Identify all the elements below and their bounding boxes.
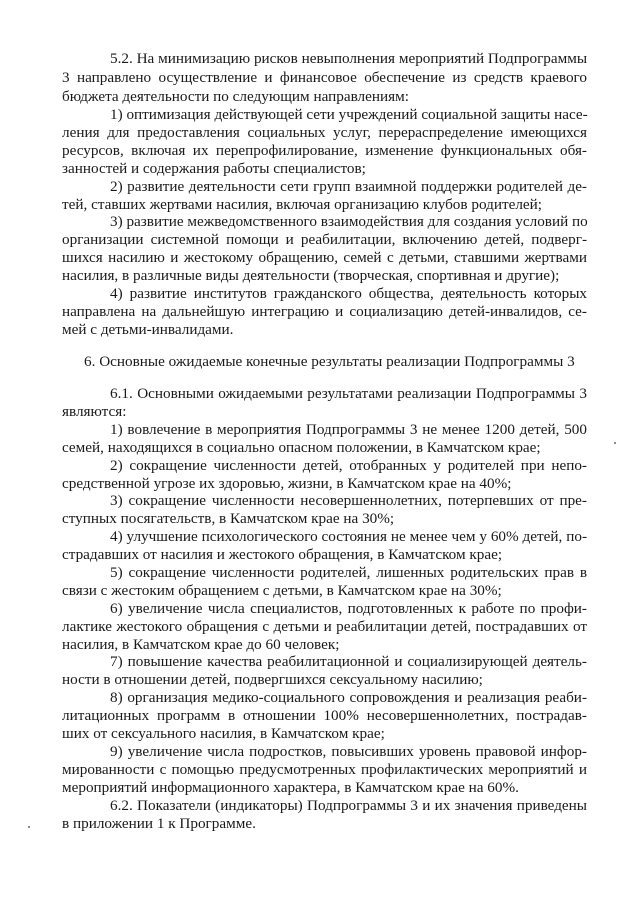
text-line: насилия, в различные виды деятельности (творческая, спортивная и другие); <box>62 267 560 284</box>
text-line: 7) повышение качества реабилитационной и социализирующей деятель- <box>110 653 587 670</box>
text-line: направлена на дальнейшую интеграцию и социализацию детей-инвалидов, се- <box>62 303 587 320</box>
text-line: 2) развитие деятельности сети групп взаимной поддержки родителей де- <box>110 178 587 195</box>
text-line: страдавших от насилия и жестокого обращения, в Камчатском крае; <box>62 546 503 563</box>
text-line: литационных программ в отношении 100% несовершеннолетних, пострадав- <box>62 707 587 724</box>
text-line: тей, ставших жертвами насилия, включая организацию клубов родителей; <box>62 196 543 213</box>
text-line: 6.2. Показатели (индикаторы) Подпрограммы 3 и их значения приведены <box>110 797 587 814</box>
text-line: 6.1. Основными ожидаемыми результатами реализации Подпрограммы 3 <box>110 385 587 402</box>
text-line: являются: <box>62 403 127 420</box>
text-line: 8) организация медико-социального сопровождения и реализация реаби- <box>110 689 587 706</box>
text-line: средственной угрозе их здоровью, жизни, в Камчатском крае на 40%; <box>62 475 512 492</box>
text-line: ления для предоставления социальных услуг, перераспределение имеющихся <box>62 124 587 141</box>
text-line: 2) сокращение численности детей, отобранных у родителей при непо- <box>110 457 587 474</box>
text-line: 9) увеличение числа подростков, повысивших уровень правовой инфор- <box>110 743 587 760</box>
text-line: в приложении 1 к Программе. <box>62 815 256 832</box>
text-line: насилия, в Камчатском крае до 60 человек; <box>62 636 340 653</box>
text-line: 3) развитие межведомственного взаимодействия для создания условий по <box>110 213 588 230</box>
text-line: ресурсов, включая их перепрофилирование, изменение функциональных обя- <box>62 142 587 159</box>
text-line: организации системной помощи и реабилитации, включению детей, подверг- <box>62 231 587 248</box>
scan-speck <box>28 826 30 828</box>
text-line: 5.2. На минимизацию рисков невыполнения мероприятий Подпрограммы <box>110 50 588 67</box>
text-line: 1) вовлечение в мероприятия Подпрограммы 3 не менее 1200 детей, 500 <box>110 421 587 438</box>
text-line: ности в отношении детей, подвергшихся сексуальному насилию; <box>62 671 483 688</box>
text-line: бюджета деятельности по следующим направлениям: <box>62 88 409 105</box>
text-line: ступных посягательств, в Камчатском крае на 30%; <box>62 510 395 527</box>
text-line: 5) сокращение численности родителей, лишенных родительских прав в <box>110 564 587 581</box>
text-line: связи с жестоким обращением с детьми, в Камчатском крае на 30%; <box>62 582 502 599</box>
text-line: 3 направлено осуществление и финансовое обеспечение из средств краевого <box>62 69 587 86</box>
text-line: занностей и содержания работы специалистов; <box>62 160 366 177</box>
text-line: ших от сексуального насилия, в Камчатском крае; <box>62 725 385 742</box>
text-line: мей с детьми-инвалидами. <box>62 321 234 338</box>
text-line: 3) сокращение численности несовершеннолетних, потерпевших от пре- <box>110 492 587 509</box>
text-line: шихся насилию и жестокому обращению, семей с детьми, ставшими жертвами <box>62 249 587 266</box>
scan-speck <box>614 442 616 444</box>
text-line: 4) улучшение психологического состояния не менее чем у 60% детей, по- <box>110 528 587 545</box>
text-line: мированности с помощью предусмотренных профилактических мероприятий и <box>62 761 587 778</box>
text-line: 4) развитие институтов гражданского общества, деятельность которых <box>110 285 587 302</box>
text-line: семей, находящихся в социально опасном положении, в Камчатском крае; <box>62 439 541 456</box>
text-line: 6) увеличение числа специалистов, подготовленных к работе по профи- <box>110 600 587 617</box>
text-line: лактике жестокого обращения с детьми и реабилитации детей, пострадавших от <box>62 618 587 635</box>
section-heading: 6. Основные ожидаемые конечные результаты реализации Подпрограммы 3 <box>84 353 575 370</box>
text-line: мероприятий информационного характера, в Камчатском крае на 60%. <box>62 779 519 796</box>
text-line: 1) оптимизация действующей сети учреждений социальной защиты насе- <box>110 106 588 123</box>
